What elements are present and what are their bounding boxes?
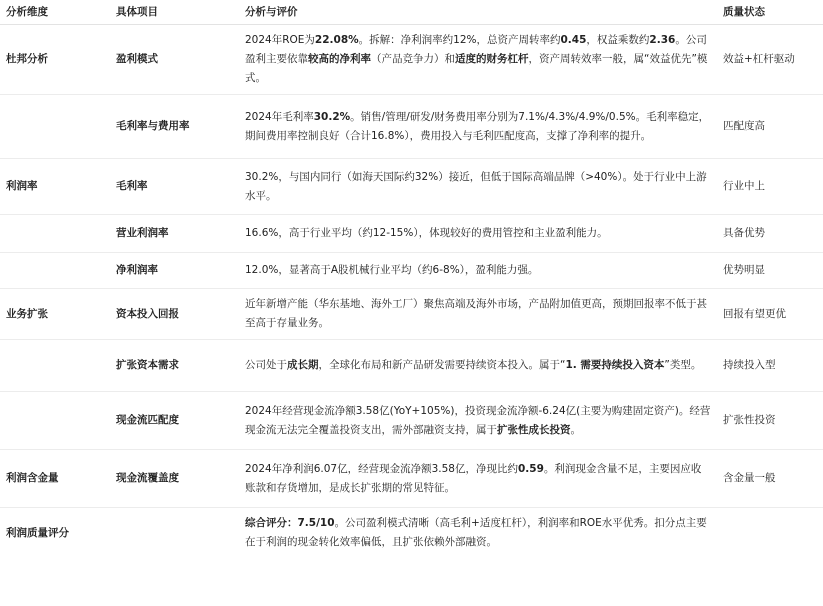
analysis-emphasis: 30.2%: [313, 110, 351, 123]
cell-analysis: [239, 340, 717, 392]
analysis-text: 近年新增产能（华东基地、海外工厂）聚焦高端及海外市场，产品附加值更高，预期回报率不低于甚至高于存量业务。: [245, 298, 707, 329]
cell-analysis: [239, 253, 717, 289]
analysis-text: 公司处于: [245, 359, 287, 371]
analysis-text: 。拆解：净利润率约12%，总资产周转率约: [358, 34, 561, 46]
cell-item: [110, 508, 239, 559]
cell-item: 净利润率: [116, 264, 158, 276]
analysis-emphasis: 1. 需要持续投入资本: [565, 359, 665, 371]
cell-status: 含金量一般: [723, 472, 776, 484]
table-row: [0, 95, 823, 159]
header-item: 具体项目: [116, 5, 158, 18]
cell-analysis: [239, 25, 717, 95]
cell-status: 效益+杠杆驱动: [723, 53, 795, 65]
analysis-text: （产品竞争力）和: [371, 53, 455, 65]
analysis-text: ，权益乘数约: [586, 34, 650, 46]
cell-analysis: [239, 215, 717, 253]
analysis-emphasis: 综合评分：7.5/10: [245, 517, 335, 529]
table-row: [0, 25, 823, 95]
analysis-emphasis: 0.45: [560, 34, 587, 46]
analysis-text: 16.6%，高于行业平均（约12-15%），体现较好的费用管控和主业盈利能力。: [245, 227, 608, 239]
cell-dimension: [0, 340, 110, 392]
cell-dimension: 杜邦分析: [6, 53, 48, 65]
analysis-text: ，全球化布局和新产品研发需要持续资本投入。属于“: [318, 359, 566, 371]
cell-item: 盈利模式: [116, 53, 158, 65]
table-row: [0, 159, 823, 215]
analysis-text: 2024年毛利率: [245, 110, 314, 123]
analysis-text: 2024年ROE为: [245, 34, 315, 46]
analysis-text: 12.0%，显著高于A股机械行业平均（约6-8%），盈利能力强。: [245, 264, 539, 276]
analysis-text: 2024年经营现金流净额3.58亿(YoY+105%)，投资现金流净额-6.24亿(主要为购建固定资产)。经营现金流无法完全覆盖投资支出，需外部融资支持，属于: [245, 404, 711, 436]
analysis-text: ，资产周转效率一般，属“效益优先”模式。: [245, 53, 708, 84]
analysis-emphasis: 成长期: [287, 359, 319, 371]
analysis-emphasis: 适度的财务杠杆: [455, 53, 529, 65]
cell-status: 具备优势: [723, 227, 765, 239]
analysis-emphasis: 较高的净利率: [308, 53, 371, 65]
cell-analysis: [239, 159, 717, 215]
table-row: [0, 392, 823, 450]
header-analysis: 分析与评价: [245, 5, 298, 18]
cell-analysis: [239, 289, 717, 340]
table-row: [0, 340, 823, 392]
table-header-row: [0, 0, 823, 25]
table-row: [0, 215, 823, 253]
cell-status: [717, 508, 823, 559]
cell-analysis: [239, 450, 717, 508]
cell-dimension: 利润质量评分: [6, 526, 69, 539]
table-row: [0, 450, 823, 508]
table-row: [0, 253, 823, 289]
cell-status: 匹配度高: [723, 120, 765, 132]
cell-analysis: [239, 95, 717, 159]
table-row: [0, 508, 823, 559]
table-row: [0, 289, 823, 340]
analysis-emphasis: 0.59: [517, 462, 544, 475]
analysis-text: 。利润现金含量不足，主要因应收账款和存货增加，是成长扩张期的常见特征。: [245, 462, 702, 494]
cell-dimension: 利润率: [6, 180, 38, 192]
cell-item: 资本投入回报: [116, 307, 179, 320]
header-dimension: 分析维度: [6, 5, 48, 18]
cell-status: 回报有望更优: [723, 307, 786, 320]
cell-dimension: [0, 253, 110, 289]
analysis-text: 。公司盈利主要依靠: [245, 34, 707, 65]
analysis-text: 30.2%，与国内同行（如海天国际约32%）接近，但低于国际高端品牌（>40%）。处于行业中上游水平。: [245, 170, 707, 202]
cell-item: 现金流匹配度: [116, 414, 179, 426]
cell-status: 扩张性投资: [723, 414, 776, 426]
cell-status: 持续投入型: [723, 359, 776, 371]
cell-status: 行业中上: [723, 180, 765, 192]
analysis-emphasis: 扩张性成长投资: [497, 423, 571, 436]
analysis-text: 。公司盈利模式清晰（高毛利+适度杠杆），利润率和ROE水平优秀。扣分点主要在于利润的现金转化效率偏低，且扩张依赖外部融资。: [245, 517, 707, 548]
analysis-text: 。销售/管理/研发/财务费用率分别为7.1%/4.3%/4.9%/0.5%。毛利率稳定，期间费用率控制良好（合计16.8%），费用投入与毛利匹配度高，支撑了净利率的提升。: [245, 110, 710, 142]
cell-analysis: [239, 508, 717, 559]
cell-item: 营业利润率: [116, 227, 169, 239]
analysis-emphasis: 22.08%: [314, 34, 359, 46]
analysis-text: 。: [570, 423, 581, 436]
cell-item: 毛利率: [116, 180, 148, 192]
cell-item: 现金流覆盖度: [116, 472, 179, 484]
cell-status: 优势明显: [723, 264, 765, 276]
cell-dimension: 业务扩张: [6, 307, 48, 320]
cell-dimension: [0, 215, 110, 253]
cell-dimension: [0, 95, 110, 159]
cell-analysis: [239, 392, 717, 450]
cell-item: 扩张资本需求: [116, 359, 179, 371]
analysis-text: 2024年净利润6.07亿，经营现金流净额3.58亿，净现比约: [245, 462, 518, 475]
analysis-text: ”类型。: [664, 359, 702, 371]
header-status: 质量状态: [723, 5, 765, 18]
cell-item: 毛利率与费用率: [116, 120, 190, 132]
cell-dimension: [0, 392, 110, 450]
cell-dimension: 利润含金量: [6, 472, 59, 484]
analysis-emphasis: 2.36: [649, 34, 676, 46]
